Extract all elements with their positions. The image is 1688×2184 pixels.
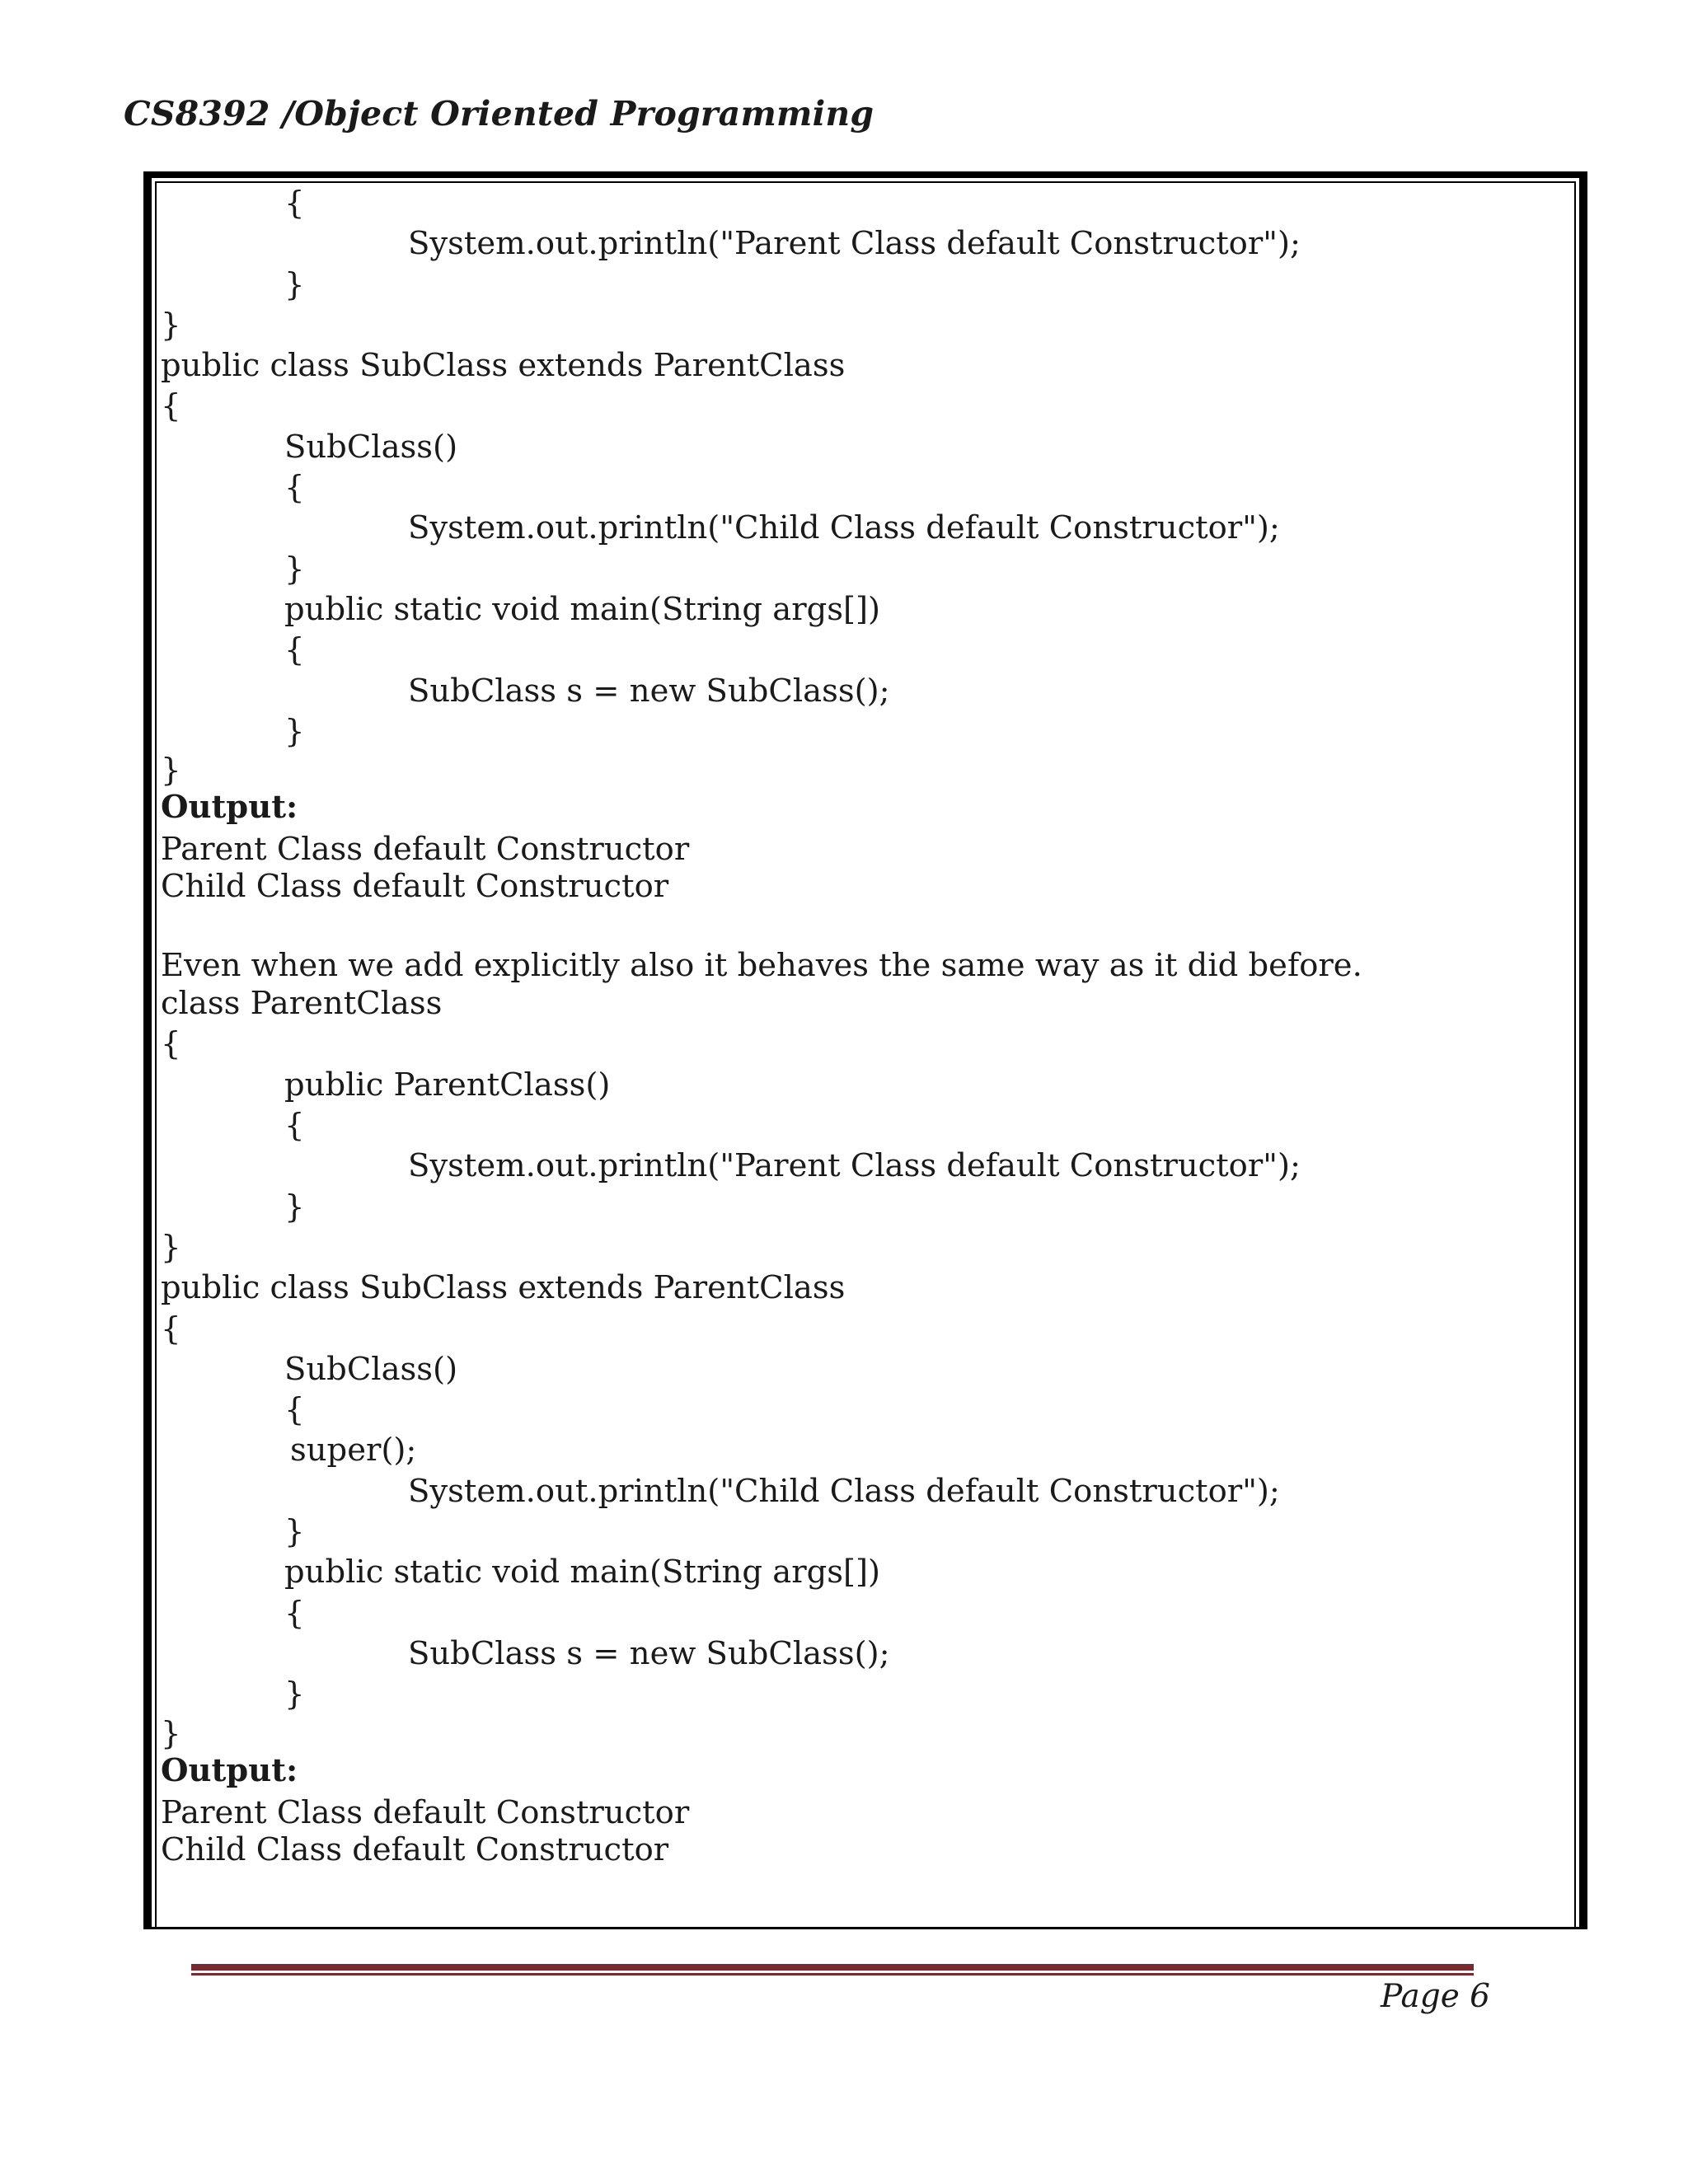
code-line: super(); bbox=[290, 1432, 417, 1469]
output-line: Parent Class default Constructor bbox=[161, 1793, 690, 1831]
page-number: Page 6 bbox=[1381, 1978, 1490, 2015]
code-line: public static void main(String args[]) bbox=[284, 1554, 881, 1591]
code-line: } bbox=[161, 306, 181, 344]
output-label: Output: bbox=[161, 1751, 298, 1789]
code-line: { bbox=[161, 1310, 181, 1347]
code-line: System.out.println("Child Class default Constructor"); bbox=[408, 509, 1280, 547]
page-header-title: CS8392 /Object Oriented Programming bbox=[124, 94, 874, 134]
code-line: { bbox=[284, 185, 305, 222]
code-line: } bbox=[284, 712, 305, 750]
output-label: Output: bbox=[161, 789, 298, 827]
code-line: SubClass() bbox=[284, 428, 458, 466]
code-line: System.out.println("Parent Class default Constructor"); bbox=[408, 225, 1301, 263]
code-line: { bbox=[284, 1107, 305, 1145]
code-line: } bbox=[284, 265, 305, 303]
paragraph-text: Even when we add explicitly also it behaves the same way as it did before. bbox=[161, 947, 1362, 985]
code-line: public static void main(String args[]) bbox=[284, 590, 881, 628]
code-line: { bbox=[284, 469, 305, 507]
code-line: } bbox=[284, 1513, 305, 1551]
code-line: class ParentClass bbox=[161, 985, 443, 1023]
output-line: Child Class default Constructor bbox=[161, 1830, 669, 1868]
code-line: { bbox=[284, 631, 305, 669]
code-line: SubClass() bbox=[284, 1350, 458, 1388]
output-line: Child Class default Constructor bbox=[161, 868, 669, 906]
code-line: { bbox=[161, 1025, 181, 1063]
code-line: public class SubClass extends ParentClass bbox=[161, 1269, 846, 1307]
code-line: System.out.println("Child Class default Constructor"); bbox=[408, 1472, 1280, 1510]
code-line: } bbox=[161, 1714, 181, 1752]
code-line: } bbox=[161, 752, 181, 790]
document-content bbox=[161, 183, 1578, 1868]
code-line: public class SubClass extends ParentClass bbox=[161, 347, 846, 385]
code-line: SubClass s = new SubClass(); bbox=[408, 672, 890, 710]
output-line: Parent Class default Constructor bbox=[161, 831, 690, 869]
code-line: public ParentClass() bbox=[284, 1066, 611, 1104]
code-line: } bbox=[161, 1228, 181, 1266]
code-line: } bbox=[284, 1675, 305, 1713]
footer-rule-thin bbox=[191, 1973, 1474, 1975]
code-line: { bbox=[161, 387, 181, 425]
footer-rule-thick bbox=[191, 1964, 1474, 1971]
code-line: SubClass s = new SubClass(); bbox=[408, 1634, 890, 1672]
code-line: { bbox=[284, 1594, 305, 1632]
code-line: } bbox=[284, 550, 305, 588]
code-line: { bbox=[284, 1391, 305, 1429]
code-line: } bbox=[284, 1188, 305, 1226]
code-line: System.out.println("Parent Class default Constructor"); bbox=[408, 1147, 1301, 1185]
